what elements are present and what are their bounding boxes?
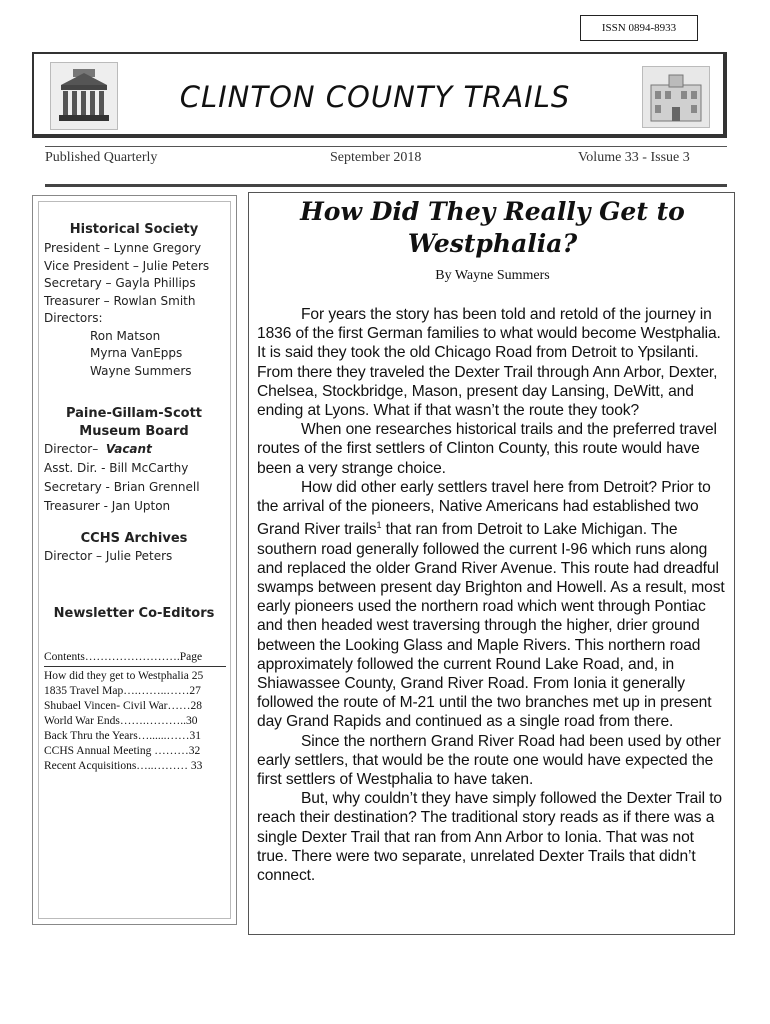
contents-item[interactable]: Recent Acquisitions…..……… 33	[44, 760, 203, 772]
volume-issue: Volume 33 - Issue 3	[578, 150, 690, 165]
museum-heading-line1: Paine-Gillam-Scott	[65, 406, 203, 421]
director-name: Ron Matson	[90, 328, 161, 343]
museum-line: Treasurer - Jan Upton	[44, 499, 171, 513]
archives-director: Director – Julie Peters	[44, 549, 173, 563]
museum-director-value: Vacant	[105, 442, 152, 456]
newsletter-title: CLINTON COUNTY TRAILS	[179, 80, 571, 114]
museum-heading	[44, 405, 224, 441]
director-name: Wayne Summers	[90, 363, 192, 378]
divider-top	[45, 146, 727, 147]
director-name: Myrna VanEpps	[90, 346, 183, 360]
museum-building-icon	[642, 66, 710, 128]
officer-line: President – Lynne Gregory	[44, 241, 202, 255]
museum-heading-line2: Museum Board	[79, 424, 189, 439]
article-paragraph	[257, 478, 727, 732]
courthouse-logo-icon	[50, 62, 118, 130]
divider-bottom	[45, 184, 727, 187]
museum-line: Asst. Dir. - Bill McCarthy	[44, 461, 189, 475]
paragraph-text: that ran from Detroit to Lake Michigan. The southern road generally followed the current I-96 which runs along and replaced the older Grand River Avenue. This route had dreadful swamps between present day Brighton and Howell. As a result, most early pioneers used the northern road which went through Pontiac and then headed west traversing through the higher, drier ground between the Looking Glass and Maple Rivers. This northern road approximately followed the current Round Lake Road, and, in Shiawassee County, Grand River Road. From Ionia it generally followed the route of M-21 until the two branches met up in present day Grand Rapids and continued as a single road from there.	[257, 521, 725, 731]
issn-box	[580, 15, 698, 41]
contents-item[interactable]: How did they get to Westphalia 25	[44, 670, 204, 682]
officer-line: Vice President – Julie Peters	[44, 258, 210, 273]
article-title-line2: Westphalia?	[407, 229, 578, 258]
footnote-marker[interactable]: 1	[376, 520, 382, 531]
officer-line: Secretary – Gayla Phillips	[44, 276, 196, 290]
officer-line: Treasurer – Rowlan Smith	[44, 293, 196, 308]
article-byline: By Wayne Summers	[435, 268, 550, 283]
contents-item[interactable]: World War Ends…….………..30	[44, 715, 198, 727]
contents-item[interactable]: CCHS Annual Meeting ………32	[44, 745, 201, 757]
article-title-line1: How Did They Really Get to	[300, 197, 685, 226]
coeditors-heading: Newsletter Co-Editors	[53, 606, 215, 621]
article-paragraph: For years the story has been told and retold of the journey in 1836 of the first German families to what would become Westphalia. It is said they took the old Chicago Road from Detroit to Ypsilanti. From there they traveled the Dexter Trail through Ann Arbor, Dexter, Chelsea, Stockbridge, Mason, present day Lansing, DeWitt, and ending at Lyons. What if that wasn’t the route they took?	[257, 306, 721, 420]
contents-header: Contents…………………….Page	[44, 650, 226, 667]
contents-item[interactable]: Back Thru the Years…......……31	[44, 730, 201, 742]
society-officers	[44, 240, 209, 380]
contents-item[interactable]: Shubael Vincen- Civil War……28	[44, 700, 202, 712]
article-body	[257, 305, 727, 885]
museum-board	[44, 440, 200, 516]
museum-line: Secretary - Brian Grennell	[44, 480, 200, 494]
contents-item[interactable]: 1835 Travel Map….……..……27	[44, 685, 201, 697]
article-paragraph: Since the northern Grand River Road had been used by other early settlers, that would be the route one would have expected the first settlers of Westphalia to have taken.	[257, 732, 721, 789]
archives-heading: CCHS Archives	[80, 531, 188, 546]
society-heading: Historical Society	[69, 222, 199, 237]
museum-director	[44, 440, 200, 459]
article-paragraph: But, why couldn’t they have simply followed the Dexter Trail to reach their destination? The traditional story reads as if there was a single Dexter Trail that ran from Ann Arbor to Ionia. That was not true. There were two separate, unrelated Dexter Trails that didn’t connect.	[257, 790, 722, 885]
issue-date: September 2018	[330, 150, 422, 165]
table-of-contents	[44, 650, 226, 774]
publication-frequency: Published Quarterly	[45, 150, 158, 165]
directors-label: Directors:	[44, 311, 103, 325]
article-title	[260, 196, 725, 260]
paragraph-text: How did other early settlers travel here from Detroit? Prior to the arrival of the pioneers, Native Americans had established two Grand River trails	[257, 478, 711, 539]
article-paragraph: When one researches historical trails and the preferred travel routes of the first settlers of Clinton County, this route would have been a very strange choice.	[257, 421, 717, 477]
issn-text: ISSN 0894-8933	[601, 22, 677, 34]
museum-director-label: Director–	[44, 442, 99, 456]
